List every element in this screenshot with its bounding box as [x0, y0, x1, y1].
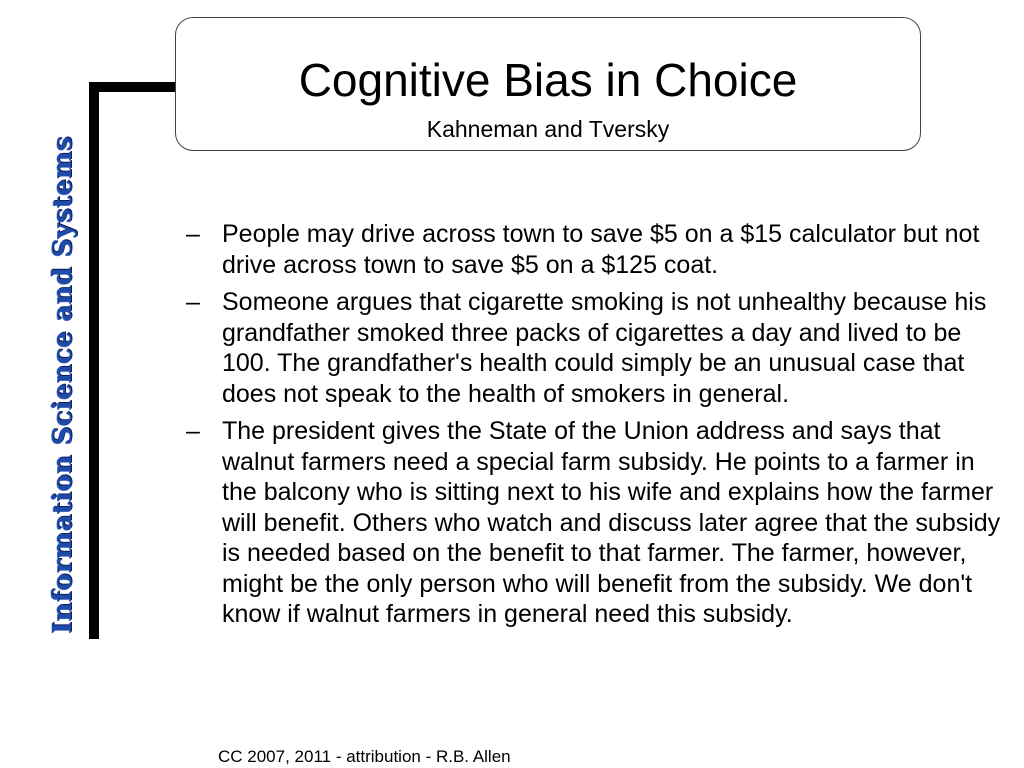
bullet-item-3: [186, 416, 1004, 630]
footer-attribution: CC 2007, 2011 - attribution - R.B. Allen: [218, 747, 511, 766]
bullet-text-2: Someone argues that cigarette smoking is not unhealthy because his grandfather smoked three packs of cigarettes a day and lived to be 100. The grandfather's health could simply be an unusual case that does not speak to the health of smokers in general.: [222, 288, 987, 408]
bullet-list: [186, 219, 1004, 637]
decorative-bar-vertical: [89, 82, 99, 639]
bullet-marker: –: [186, 288, 200, 316]
bullet-marker: –: [186, 220, 200, 248]
title-box: [175, 17, 921, 151]
bullet-item-2: [186, 287, 1004, 409]
bullet-text-3: The president gives the State of the Union address and says that walnut farmers need a special farm subsidy. He points to a farmer in the balcony who is sitting next to his wife and explains how the farmer will benefit. Others who watch and discuss later agree that the subsidy is needed based on the benefit to that farmer. The farmer, however, might be the only person who will benefit from the subsidy. We don't know if walnut farmers in general need this subsidy.: [222, 417, 1001, 628]
slide-title: Cognitive Bias in Choice: [298, 54, 798, 106]
side-brand: [4, 112, 122, 657]
decorative-bar-horizontal: [89, 82, 177, 92]
bullet-text-1: People may drive across town to save $5 on a $15 calculator but not drive across town to save $5 on a $125 coat.: [222, 220, 980, 279]
side-brand-text: Information Science and Systems: [48, 135, 79, 634]
bullet-marker: –: [186, 417, 200, 445]
slide-subtitle: Kahneman and Tversky: [426, 116, 670, 142]
bullet-item-1: [186, 219, 1004, 280]
